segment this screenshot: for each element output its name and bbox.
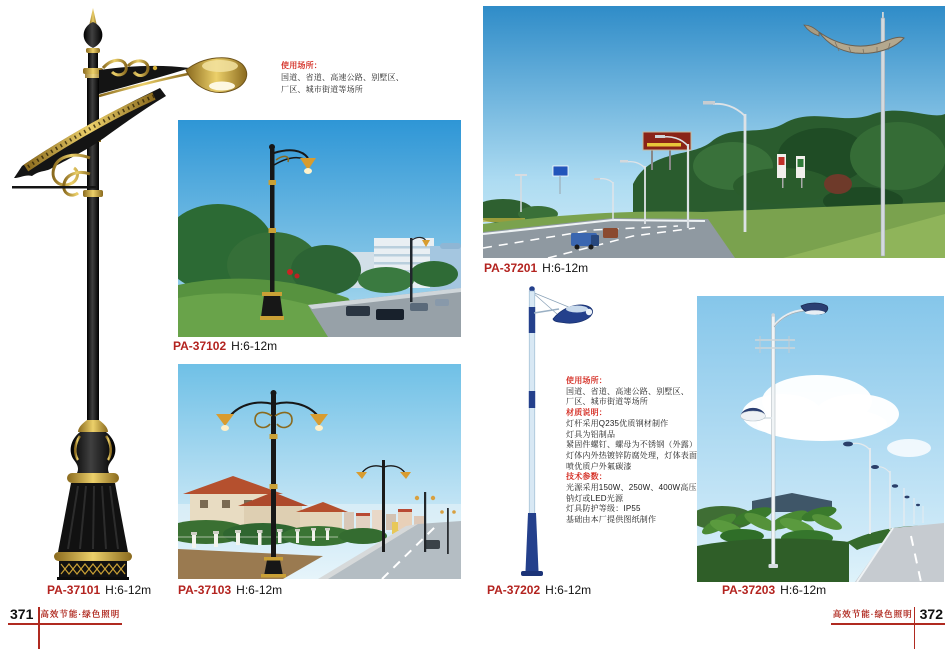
product-height: H:6-12m (542, 261, 589, 275)
product-photo-pa-37102 (178, 120, 461, 337)
product-code: PA-37202 (487, 583, 541, 597)
usage-line: 国道、省道、高速公路、别墅区、 (281, 73, 404, 82)
product-photo-pa-37103 (178, 364, 461, 579)
product-height: H:6-12m (105, 583, 152, 597)
footer-row (8, 607, 122, 625)
material-line: 灯杆采用Q235优质钢材制作 (566, 418, 669, 428)
product-label-pa-37203 (722, 583, 826, 597)
material-title: 材质说明： (566, 408, 607, 418)
tech-line: 灯具防护等级：IP55 (566, 504, 641, 514)
product-code: PA-37203 (722, 583, 776, 597)
product-height: H:6-12m (236, 583, 283, 597)
tech-line: 钠灯或LED光源 (566, 493, 624, 503)
footer-slogan-right: 高效节能·绿色照明 (832, 609, 913, 619)
usage-title: 使用场所： (281, 61, 322, 70)
product-photo-pa-37203 (697, 296, 944, 582)
product-code: PA-37102 (173, 339, 227, 353)
material-line: 灯具为铝制品 (566, 429, 616, 439)
footer-row (831, 607, 945, 625)
usage-line: 厂区、城市街道等场所 (566, 397, 648, 407)
product-label-pa-37103 (178, 583, 282, 597)
product-height: H:6-12m (231, 339, 278, 353)
material-line: 紧固件螺钉、螺母为不锈钢（外露） (566, 440, 698, 450)
footer-slogan-left: 高效节能·绿色照明 (40, 609, 121, 619)
usage-line: 厂区、城市街道等场所 (281, 85, 363, 94)
footer-right (831, 607, 945, 625)
usage-title: 使用场所： (566, 376, 607, 385)
tech-line: 光源采用150W、250W、400W高压 (566, 483, 697, 493)
tech-title: 技术参数： (566, 472, 607, 482)
spec-block-right (566, 376, 697, 526)
footer-divider-right (914, 607, 916, 649)
footer-left (8, 607, 122, 625)
material-line: 灯体内外热镀锌防腐处理，灯体表面 (566, 450, 698, 460)
product-label-pa-37101 (47, 583, 151, 597)
footer-divider-left (38, 607, 40, 649)
product-height: H:6-12m (780, 583, 827, 597)
usage-notes-left (281, 60, 404, 96)
product-label-pa-37201 (484, 261, 588, 275)
page-number-right: 372 (919, 606, 943, 622)
product-label-pa-37202 (487, 583, 591, 597)
product-photo-pa-37201 (483, 6, 945, 258)
product-code: PA-37101 (47, 583, 101, 597)
page-number-left: 371 (10, 606, 34, 622)
product-code: PA-37103 (178, 583, 232, 597)
usage-line: 国道、省道、高速公路、别墅区、 (566, 386, 689, 396)
product-label-pa-37102 (173, 339, 277, 353)
product-height: H:6-12m (545, 583, 592, 597)
product-code: PA-37201 (484, 261, 538, 275)
material-line: 喷优质户外氟碳漆 (566, 461, 632, 471)
tech-line: 基础由本厂提供图纸制作 (566, 515, 657, 525)
